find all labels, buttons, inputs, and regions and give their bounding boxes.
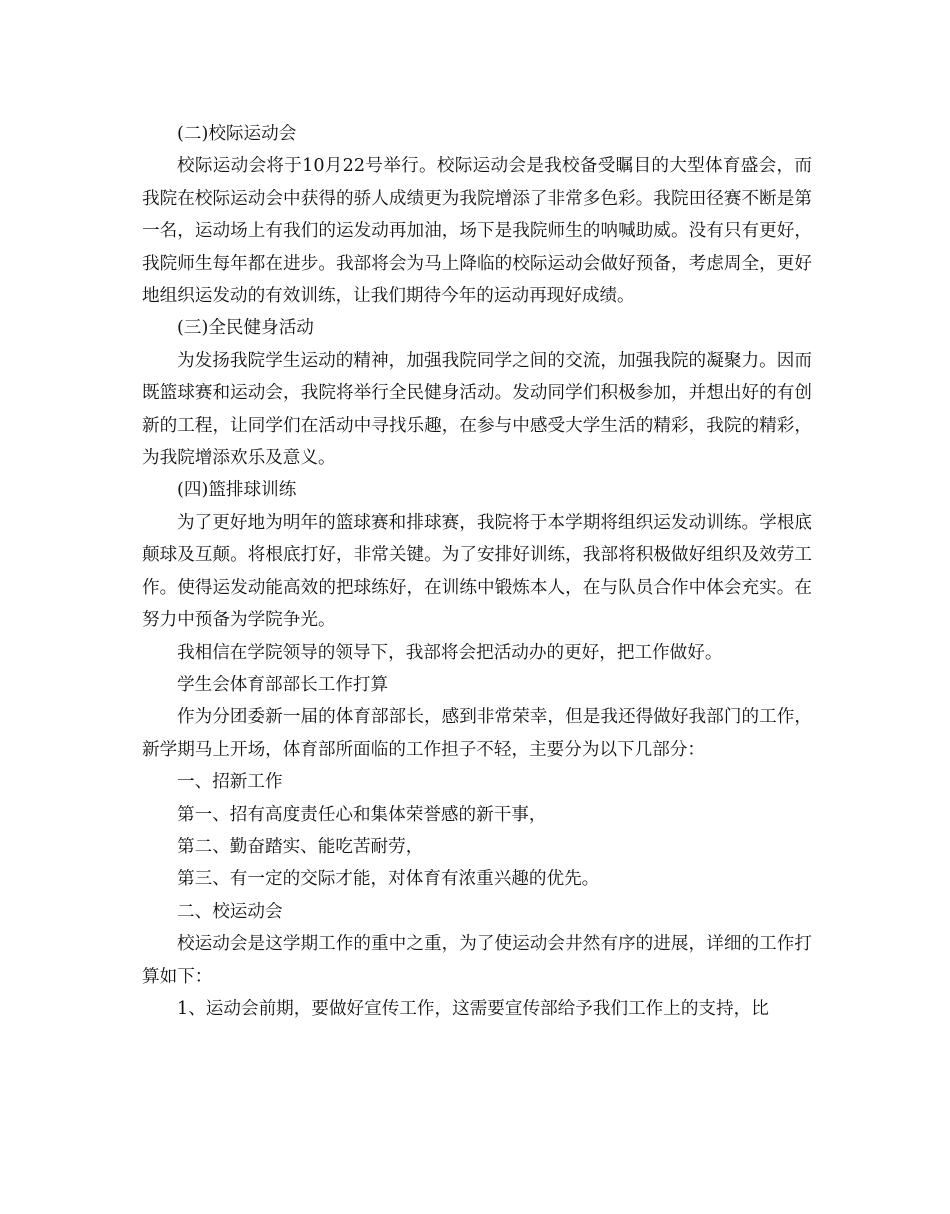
paragraph-fitness-activity: 为发扬我院学生运动的精神，加强我院同学之间的交流，加强我院的凝聚力。因而既篮球赛和运动会，我院将举行全民健身活动。发动同学们积极参加，并想出好的有创新的工程，让同学们在活动中寻找乐趣，在参与中感受大学生活的精彩，我院的精彩，为我院增添欢乐及意义。 [142, 350, 812, 469]
document-body [142, 118, 812, 1025]
section-heading-recruitment: 一、招新工作 [177, 772, 283, 793]
document-subtitle: 学生会体育部部长工作打算 [177, 674, 389, 695]
paragraph-school-games: 校运动会是这学期工作的重中之重，为了使运动会井然有序的进展，详细的工作打算如下： [142, 934, 812, 987]
section-heading-fitness-activity: (三)全民健身活动 [177, 318, 314, 339]
list-item-recruitment-2: 第二、勤奋踏实、能吃苦耐劳， [177, 836, 424, 857]
paragraph-ball-training: 为了更好地为明年的篮球赛和排球赛，我院将于本学期将组织运发动训练。学根底颠球及互颠。将根底打好，非常关键。为了安排好训练，我部将积极做好组织及效劳工作。使得运发动能高效的把球练好，在训练中锻炼本人，在与队员合作中体会充实。在努力中预备为学院争光。 [142, 512, 812, 631]
paragraph-school-games-step-1: 1、运动会前期，要做好宣传工作，这需要宣传部给予我们工作上的支持，比 [177, 998, 769, 1019]
paragraph-closing-statement: 我相信在学院领导的领导下，我部将会把活动办的更好，把工作做好。 [177, 642, 723, 663]
paragraph-intercollegiate-games: 校际运动会将于10月22号举行。校际运动会是我校备受瞩目的大型体育盛会，而我院在校际运动会中获得的骄人成绩更为我院增添了非常多色彩。我院田径赛不断是第一名，运动场上有我们的运发动再加油，场下是我院师生的呐喊助威。没有只有更好，我院师生每年都在进步。我部将会为马上降临的校际运动会做好预备，考虑周全，更好地组织运发动的有效训练，让我们期待今年的运动再现好成绩。 [142, 156, 812, 307]
section-heading-ball-training: (四)篮排球训练 [177, 480, 297, 501]
section-heading-intercollegiate-games: (二)校际运动会 [177, 124, 297, 144]
paragraph-introduction: 作为分团委新一届的体育部部长，感到非常荣幸，但是我还得做好我部门的工作，新学期马上开场，体育部所面临的工作担子不轻，主要分为以下几部分： [142, 707, 812, 760]
list-item-recruitment-1: 第一、招有高度责任心和集体荣誉感的新干事， [177, 804, 547, 825]
section-heading-school-games: 二、校运动会 [177, 901, 283, 922]
list-item-recruitment-3: 第三、有一定的交际才能，对体育有浓重兴趣的优先。 [177, 869, 600, 890]
